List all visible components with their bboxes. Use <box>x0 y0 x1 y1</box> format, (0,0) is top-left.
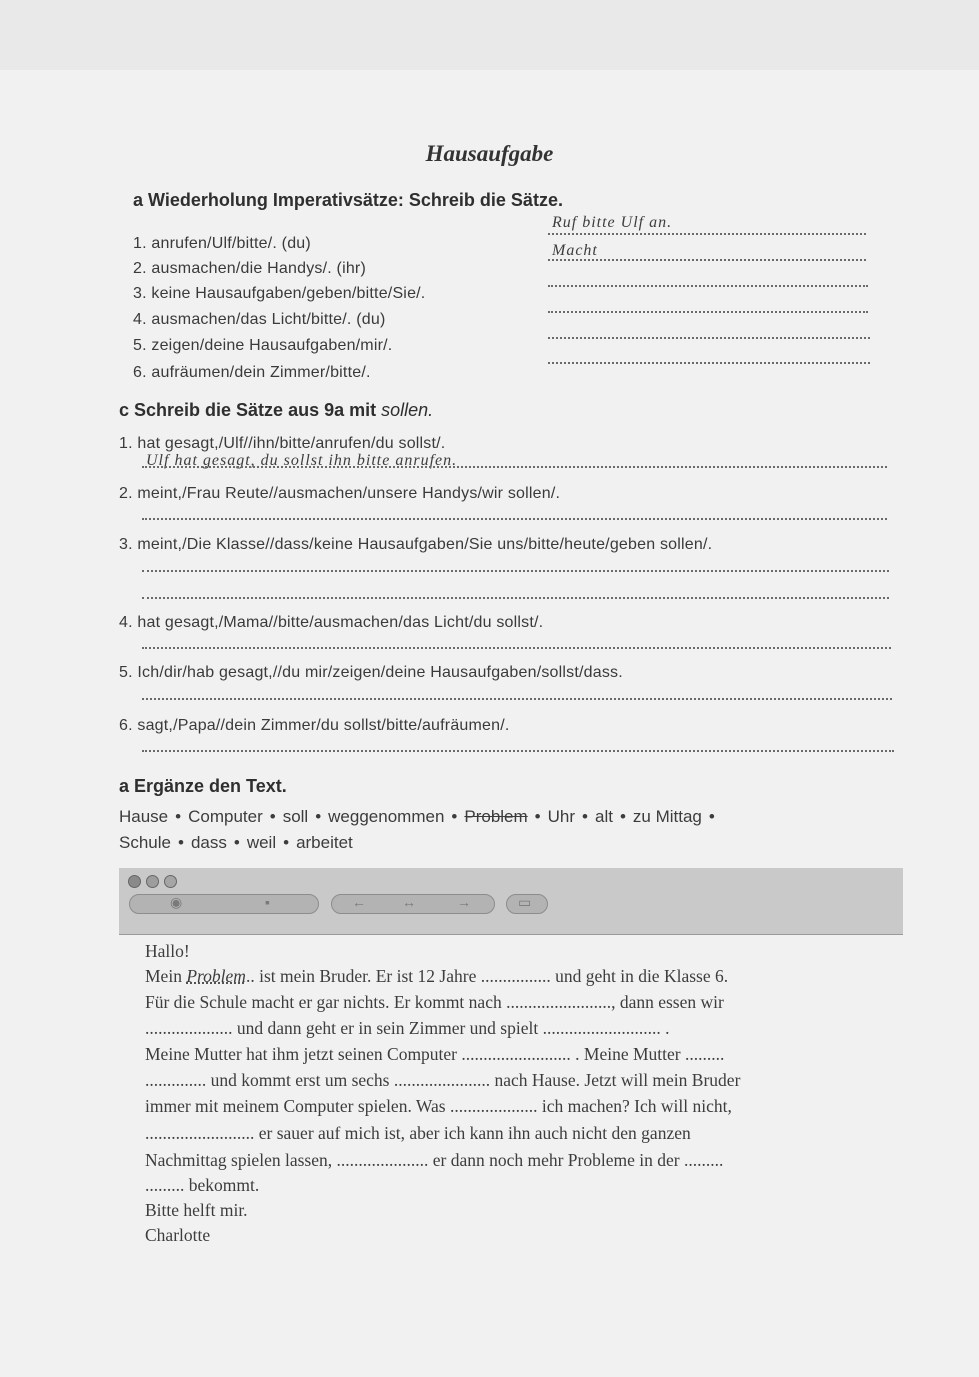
section-a-item-3: 3. keine Hausaufgaben/geben/bitte/Sie/. <box>133 285 426 302</box>
letter-line-2: Für die Schule macht er gar nichts. Er kommt nach ........................, dann essen wir <box>145 992 724 1012</box>
word: zu Mittag <box>632 807 702 826</box>
answer-line[interactable] <box>548 311 868 313</box>
browser-window-toolbar <box>119 868 903 935</box>
section-a-heading: a Wiederholung Imperativsätze: Schreib die Sätze. <box>133 190 563 210</box>
separator: • <box>175 807 182 826</box>
letter-greeting: Hallo! <box>145 941 190 961</box>
separator: • <box>451 807 458 826</box>
letter-text: .. ist mein Bruder. Er ist 12 Jahre ................ und geht in die Klasse 6. <box>245 966 729 986</box>
page-title: Hausaufgabe <box>425 141 554 166</box>
answer-line[interactable] <box>142 466 887 468</box>
playback-control-pill <box>129 894 319 914</box>
answer-line[interactable] <box>142 698 892 700</box>
close-window-icon <box>128 875 141 888</box>
swap-arrows-icon: ↔ <box>402 894 416 910</box>
section-a2-heading: a Ergänze den Text. <box>119 776 287 796</box>
navigation-control-pill <box>331 894 495 914</box>
section-c-answer-1: Ulf hat gesagt, du sollst ihn bitte anrufen. <box>146 452 458 469</box>
word: Hause <box>119 807 169 826</box>
section-a-item-4: 4. ausmachen/das Licht/bitte/. (du) <box>133 311 386 328</box>
section-c-heading-text: c Schreib die Sätze aus 9a mit <box>119 400 382 420</box>
record-icon: ◉ <box>170 894 183 910</box>
separator: • <box>269 807 276 826</box>
letter-line-5: .............. und kommt erst um sechs ...................... nach Hause. Jetzt will mein Bruder <box>145 1070 741 1090</box>
separator: • <box>708 807 715 826</box>
word: weil <box>246 833 277 852</box>
section-a-item-1: 1. anrufen/Ulf/bitte/. (du) <box>133 235 311 252</box>
separator: • <box>619 807 626 826</box>
word-struck: Problem <box>464 807 528 826</box>
letter-line-10: Bitte helft mir. <box>145 1200 248 1220</box>
answer-line[interactable] <box>548 285 868 287</box>
letter-line-8: Nachmittag spielen lassen, ..................... er dann noch mehr Probleme in der ......... <box>145 1150 724 1170</box>
bookmark-icon: ▪ <box>265 894 270 910</box>
section-c-item-3: 3. meint,/Die Klasse//dass/keine Hausaufgaben/Sie uns/bitte/heute/geben sollen/. <box>119 536 713 553</box>
word: alt <box>594 807 613 826</box>
word: Computer <box>188 807 263 826</box>
answer-line[interactable] <box>548 362 870 364</box>
section-a-item-6: 6. aufräumen/dein Zimmer/bitte/. <box>133 364 371 381</box>
answer-line[interactable] <box>142 750 894 752</box>
answer-line[interactable] <box>548 337 870 339</box>
answer-line[interactable] <box>548 259 866 261</box>
word: Uhr <box>547 807 576 826</box>
letter-text: Mein <box>145 966 182 986</box>
letter-answer-1: Problem <box>186 966 246 986</box>
separator: • <box>315 807 322 826</box>
section-c-item-4: 4. hat gesagt,/Mama//bitte/ausmachen/das Licht/du sollst/. <box>119 614 544 631</box>
word: arbeitet <box>296 833 353 852</box>
letter-line-1 <box>145 966 728 987</box>
letter-line-3: .................... und dann geht er in sein Zimmer und spielt ........................... . <box>145 1018 670 1038</box>
answer-line[interactable] <box>142 518 887 520</box>
section-c-item-5: 5. Ich/dir/hab gesagt,//du mir/zeigen/deine Hausaufgaben/sollst/dass. <box>119 664 623 681</box>
separator: • <box>534 807 541 826</box>
answer-line[interactable] <box>548 233 866 235</box>
separator: • <box>233 833 240 852</box>
section-c-item-2: 2. meint,/Frau Reute//ausmachen/unsere Handys/wir sollen/. <box>119 485 561 502</box>
section-c-item-6: 6. sagt,/Papa//dein Zimmer/du sollst/bitte/aufräumen/. <box>119 717 510 734</box>
separator: • <box>177 833 184 852</box>
print-icon: ▭ <box>518 894 532 910</box>
section-a-answer-1: Ruf bitte Ulf an. <box>552 214 673 231</box>
answer-line[interactable] <box>142 647 891 649</box>
section-a-item-5: 5. zeigen/deine Hausaufgaben/mir/. <box>133 337 393 354</box>
letter-signature: Charlotte <box>145 1225 211 1245</box>
section-c-heading-italic: sollen. <box>381 400 434 420</box>
word-bank-line-1 <box>119 807 722 827</box>
word: Schule <box>119 833 171 852</box>
letter-line-7: ......................... er sauer auf mich ist, aber ich kann ihn auch nicht den ganzen <box>145 1123 691 1143</box>
back-arrow-icon: ← <box>352 894 366 910</box>
separator: • <box>582 807 588 826</box>
word-bank-line-2 <box>119 833 353 853</box>
zoom-window-icon <box>164 875 177 888</box>
word: dass <box>190 833 227 852</box>
section-c-item-1: 1. hat gesagt,/Ulf//ihn/bitte/anrufen/du sollst/. <box>119 435 446 452</box>
word: weggenommen <box>328 807 445 826</box>
minimize-window-icon <box>146 875 159 888</box>
answer-line[interactable] <box>142 570 889 572</box>
letter-line-6: immer mit meinem Computer spielen. Was .................... ich machen? Ich will nicht, <box>145 1096 732 1116</box>
print-control-pill <box>506 894 548 914</box>
section-a-item-2: 2. ausmachen/die Handys/. (ihr) <box>133 260 366 277</box>
section-a-answer-2: Macht <box>552 242 598 259</box>
letter-line-9: ......... bekommt. <box>145 1175 260 1195</box>
word: soll <box>282 807 309 826</box>
separator: • <box>283 833 290 852</box>
answer-line[interactable] <box>142 597 889 599</box>
letter-line-4: Meine Mutter hat ihm jetzt seinen Computer ......................... . Meine Mutter ......... <box>145 1044 725 1064</box>
forward-arrow-icon: → <box>457 894 471 910</box>
section-c-heading <box>119 400 433 421</box>
